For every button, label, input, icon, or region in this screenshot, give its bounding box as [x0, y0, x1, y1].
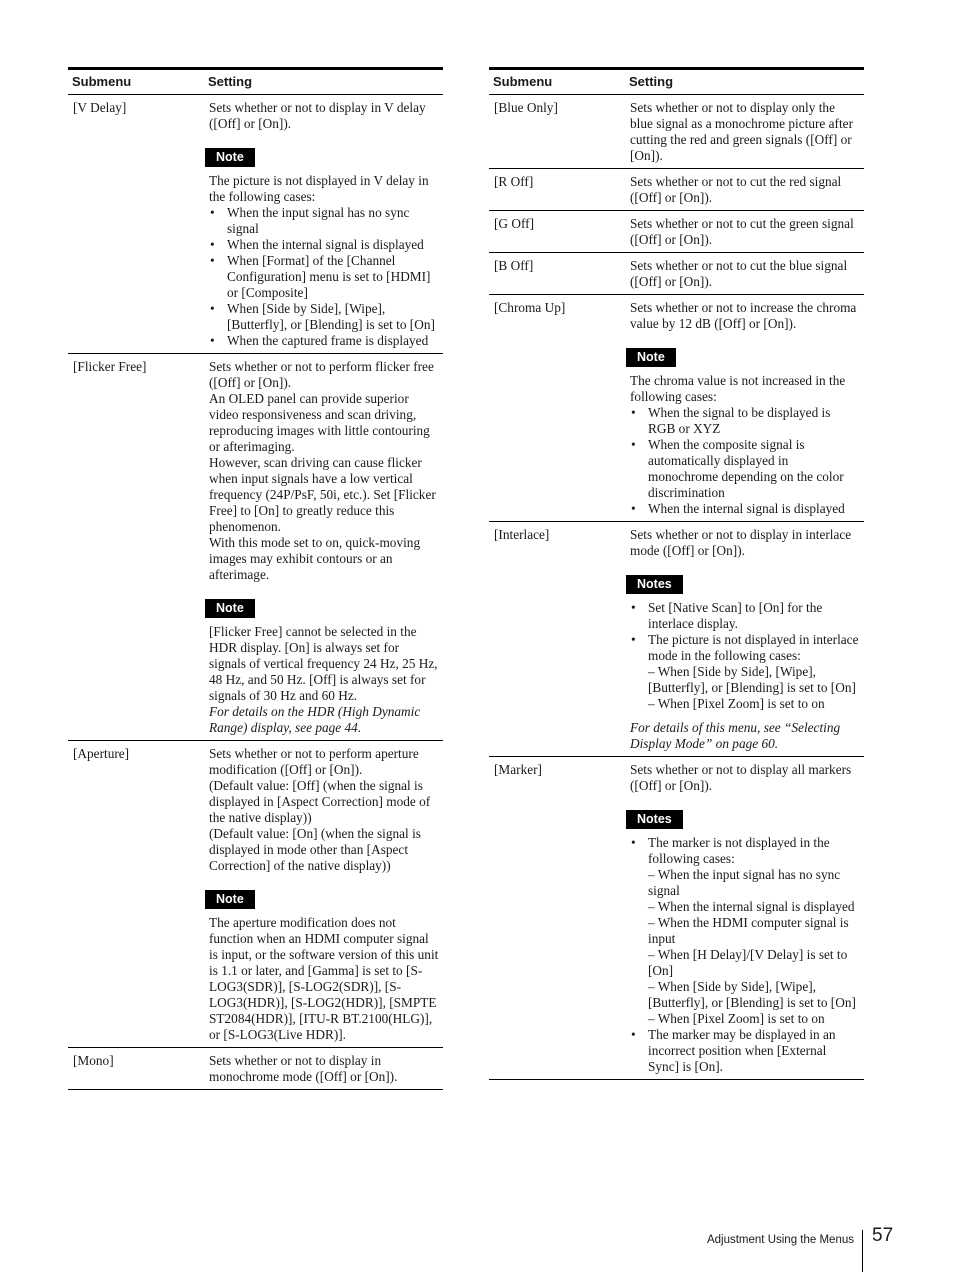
list-item	[630, 835, 860, 1027]
setting-cell	[204, 354, 443, 741]
list-item: • When the internal signal is displayed	[630, 501, 860, 517]
table-row-flicker-free	[68, 354, 443, 741]
default-value-text: (Default value: [On] (when the signal is displayed in mode other than [Aspect Correction] of the native display))	[209, 826, 421, 873]
footer-section-title: Adjustment Using the Menus	[706, 1234, 854, 1246]
left-settings-table	[68, 67, 443, 1090]
table-row-v-delay	[68, 95, 443, 354]
setting-description: Sets whether or not to increase the chroma value by 12 dB ([Off] or [On]).	[630, 300, 857, 331]
dash-item: – When [Side by Side], [Wipe], [Butterfly], or [Blending] is set to [On]	[648, 664, 856, 695]
page-reference: For details of this menu, see “Selecting Display Mode” on page 60.	[630, 720, 841, 751]
submenu-cell: [G Off]	[489, 211, 625, 253]
setting-paragraph: However, scan driving can cause flicker when input signals have a low vertical frequency (24P/PsF, 50i, etc.). Set [Flicker Free] to [On] to greatly reduce this phenomenon.	[209, 455, 436, 534]
table-row-mono	[68, 1048, 443, 1090]
dash-item: – When [Pixel Zoom] is set to on	[648, 696, 825, 711]
submenu-header: Submenu	[68, 69, 204, 95]
table-row-marker	[489, 757, 864, 1080]
table-row-chroma-up	[489, 295, 864, 522]
setting-description: Sets whether or not to display in interlace mode ([Off] or [On]).	[630, 527, 852, 558]
note-badge: Note	[205, 599, 255, 618]
list-item: • When the internal signal is displayed	[209, 237, 439, 253]
submenu-cell: [Marker]	[489, 757, 625, 1080]
setting-cell	[625, 95, 864, 169]
note-bullet-list	[630, 835, 860, 1075]
footer-divider	[862, 1230, 863, 1272]
setting-cell	[204, 741, 443, 1048]
notes-badge: Notes	[626, 810, 683, 829]
setting-description: Sets whether or not to cut the red signal ([Off] or [On]).	[630, 174, 842, 205]
setting-paragraph: With this mode set to on, quick-moving images may exhibit contours or an afterimage.	[209, 535, 421, 582]
setting-cell	[625, 253, 864, 295]
note-badge: Note	[205, 148, 255, 167]
setting-header: Setting	[204, 69, 443, 95]
setting-description: Sets whether or not to display in monochrome mode ([Off] or [On]).	[209, 1053, 398, 1084]
note-bullet-list	[630, 405, 860, 517]
list-item: • The marker may be displayed in an incorrect position when [External Sync] is [On].	[630, 1027, 860, 1075]
setting-cell	[625, 295, 864, 522]
list-item	[630, 632, 860, 712]
dash-item: – When the HDMI computer signal is input	[648, 915, 849, 946]
list-item-text: The picture is not displayed in interlace mode in the following cases:	[648, 632, 859, 663]
table-row-aperture	[68, 741, 443, 1048]
list-item: • When the captured frame is displayed	[209, 333, 439, 349]
submenu-cell: [Interlace]	[489, 522, 625, 757]
submenu-cell: [B Off]	[489, 253, 625, 295]
setting-description: Sets whether or not to perform flicker free ([Off] or [On]).	[209, 359, 434, 390]
note-bullet-list	[630, 600, 860, 712]
submenu-header: Submenu	[489, 69, 625, 95]
setting-paragraph: An OLED panel can provide superior video responsiveness and scan driving, reproducing images with little contouring or afterimaging.	[209, 391, 430, 454]
list-item: • When the signal to be displayed is RGB or XYZ	[630, 405, 860, 437]
page-reference: For details on the HDR (High Dynamic Range) display, see page 44.	[209, 704, 421, 735]
setting-description: Sets whether or not to display in V delay ([Off] or [On]).	[209, 100, 426, 131]
table-row-interlace	[489, 522, 864, 757]
dash-item: – When [Side by Side], [Wipe], [Butterfly], or [Blending] is set to [On]	[648, 979, 856, 1010]
table-row-r-off	[489, 169, 864, 211]
list-item: • Set [Native Scan] to [On] for the interlace display.	[630, 600, 860, 632]
setting-cell	[625, 757, 864, 1080]
setting-cell	[204, 95, 443, 354]
setting-cell	[204, 1048, 443, 1090]
table-header-row	[68, 69, 443, 95]
dash-item: – When [H Delay]/[V Delay] is set to [On]	[648, 947, 848, 978]
list-item: • When the input signal has no sync signal	[209, 205, 439, 237]
submenu-cell: [Chroma Up]	[489, 295, 625, 522]
setting-cell	[625, 211, 864, 253]
right-table-column	[489, 67, 864, 1080]
submenu-cell: [Aperture]	[68, 741, 204, 1048]
note-badge: Note	[205, 890, 255, 909]
setting-description: Sets whether or not to display all markers ([Off] or [On]).	[630, 762, 852, 793]
list-item: • When [Side by Side], [Wipe], [Butterfly], or [Blending] is set to [On]	[209, 301, 439, 333]
dash-item: – When the internal signal is displayed	[648, 899, 855, 914]
setting-description: Sets whether or not to display only the blue signal as a monochrome picture after cutting the red and green signals ([Off] or [On]).	[630, 100, 854, 163]
setting-description: Sets whether or not to perform aperture modification ([Off] or [On]).	[209, 746, 419, 777]
submenu-cell: [Mono]	[68, 1048, 204, 1090]
submenu-cell: [R Off]	[489, 169, 625, 211]
note-intro: The picture is not displayed in V delay in the following cases:	[209, 173, 429, 204]
submenu-cell: [V Delay]	[68, 95, 204, 354]
list-item: • When [Format] of the [Channel Configuration] menu is set to [HDMI] or [Composite]	[209, 253, 439, 301]
note-intro: The chroma value is not increased in the following cases:	[630, 373, 846, 404]
table-row-b-off	[489, 253, 864, 295]
list-item: • When the composite signal is automatically displayed in monochrome depending on the color discrimination	[630, 437, 860, 501]
setting-description: Sets whether or not to cut the green signal ([Off] or [On]).	[630, 216, 854, 247]
setting-cell	[625, 169, 864, 211]
setting-header: Setting	[625, 69, 864, 95]
table-row-blue-only	[489, 95, 864, 169]
page-number: 57	[872, 1225, 894, 1246]
setting-description: Sets whether or not to cut the blue signal ([Off] or [On]).	[630, 258, 848, 289]
table-header-row	[489, 69, 864, 95]
right-settings-table	[489, 67, 864, 1080]
note-text: The aperture modification does not function when an HDMI computer signal is input, or the software version of this unit is 1.1 or later, and [Gamma] is set to [S-LOG3(SDR)], [S-LOG2(SDR)], [S-LOG3(HDR)], [S-LOG2(HDR)], [SMPTE ST2084(HDR)], [ITU-R BT.2100(HLG)], or [S-LOG3(Live HDR)].	[209, 915, 439, 1042]
dash-item: – When [Pixel Zoom] is set to on	[648, 1011, 825, 1026]
setting-cell	[625, 522, 864, 757]
submenu-cell: [Blue Only]	[489, 95, 625, 169]
left-table-column	[68, 67, 443, 1090]
list-item-text: The marker is not displayed in the following cases:	[648, 835, 830, 866]
notes-badge: Notes	[626, 575, 683, 594]
default-value-text: (Default value: [Off] (when the signal is displayed in [Aspect Correction] mode of the native display))	[209, 778, 431, 825]
table-row-g-off	[489, 211, 864, 253]
dash-item: – When the input signal has no sync signal	[648, 867, 841, 898]
note-badge: Note	[626, 348, 676, 367]
note-text: [Flicker Free] cannot be selected in the HDR display. [On] is always set for signals of vertical frequency 24 Hz, 25 Hz, 48 Hz, and 50 Hz. [Off] is always set for signals of 30 Hz and 60 Hz.	[209, 624, 438, 703]
note-bullet-list	[209, 205, 439, 349]
submenu-cell: [Flicker Free]	[68, 354, 204, 741]
